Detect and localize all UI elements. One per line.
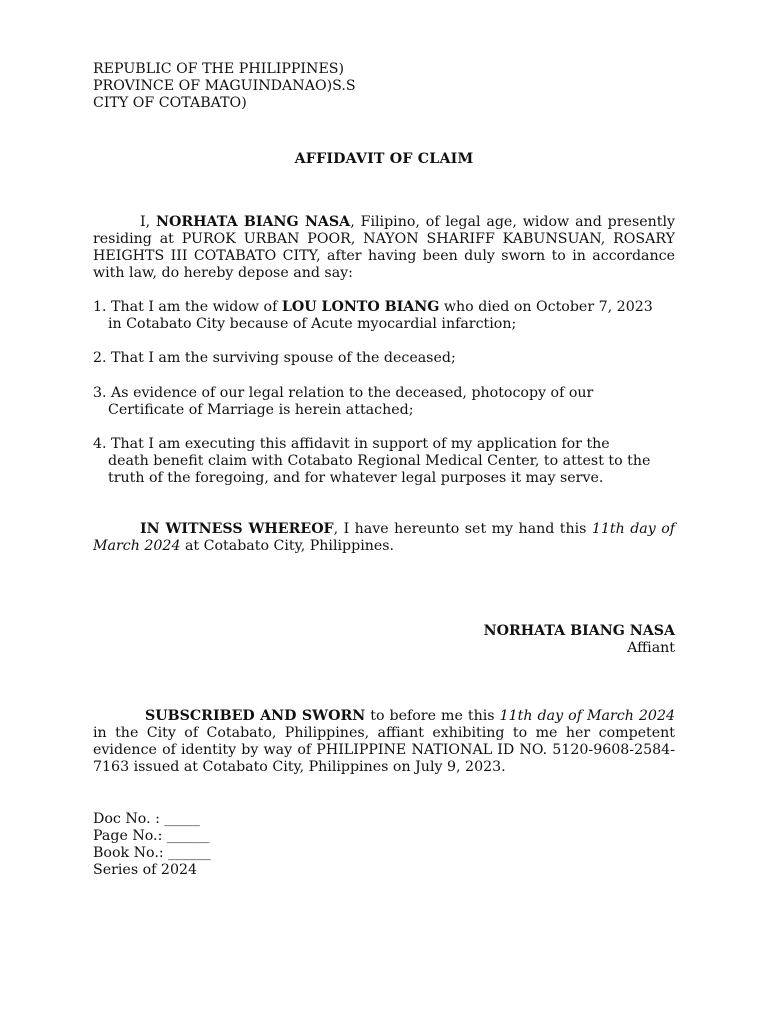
item-3-text: 3. As evidence of our legal relation to the deceased, photocopy of our: [93, 385, 594, 401]
signature-name: NORHATA BIANG NASA: [483, 623, 675, 639]
item-1: [93, 299, 675, 333]
venue-republic: REPUBLIC OF THE PHILIPPINES): [93, 61, 345, 77]
series: Series of 2024: [93, 862, 198, 878]
jurat-text: to before me this: [365, 708, 500, 724]
doc-no: Doc No. : _____: [93, 811, 200, 827]
venue-city: CITY OF COTABATO): [93, 95, 247, 111]
page-no: Page No.: ______: [93, 828, 210, 844]
venue-header: [93, 61, 356, 112]
item-4: [93, 436, 675, 487]
item-1-text-b: who died on October 7, 2023: [439, 299, 653, 315]
witness-tail: at Cotabato City, Philippines.: [180, 538, 395, 554]
intro-text: , Filipino, of legal age, widow and presently residing at PUROK URBAN POOR, NAYON SHARIFF KABUNSUAN, ROSARY HEIGHTS III COTABATO CITY, after having been duly sworn to in accordance with law, do hereby depose and say:: [93, 214, 676, 281]
deceased-name: LOU LONTO BIANG: [281, 299, 440, 315]
item-4-continuation-1: death benefit claim with Cotabato Regional Medical Center, to attest to the: [108, 453, 651, 469]
item-1-continuation: in Cotabato City because of Acute myocardial infarction;: [108, 316, 517, 332]
book-no: Book No.: ______: [93, 845, 211, 861]
affiant-name: NORHATA BIANG NASA: [156, 214, 351, 230]
witness-heading: IN WITNESS WHEREOF: [140, 521, 334, 537]
item-1-text-a: 1. That I am the widow of: [93, 299, 282, 315]
item-4-continuation-2: truth of the foregoing, and for whatever legal purposes it may serve.: [108, 470, 604, 486]
item-3: [93, 385, 675, 419]
jurat-paragraph: [93, 708, 675, 776]
item-2-text: 2. That I am the surviving spouse of the deceased;: [93, 350, 456, 366]
intro-prefix: I,: [140, 214, 157, 230]
jurat-rest: in the City of Cotabato, Philippines, affiant exhibiting to me her competent evidence of identity by way of PHILIPPINE NATIONAL ID NO. 5120-9608-2584-7163 issued at Cotabato City, Philippines on July 9, 2023.: [93, 725, 675, 775]
item-4-text: 4. That I am executing this affidavit in support of my application for the: [93, 436, 610, 452]
witness-text: , I have hereunto set my hand this: [333, 521, 592, 537]
jurat-heading: SUBSCRIBED AND SWORN: [145, 708, 366, 724]
jurat-date: 11th day of March 2024: [499, 708, 675, 724]
item-2: [93, 350, 675, 367]
venue-province: PROVINCE OF MAGUINDANAO)S.S: [93, 78, 356, 94]
signature-role: Affiant: [627, 640, 675, 656]
document-title: AFFIDAVIT OF CLAIM: [294, 151, 474, 167]
witness-date-1: 11th day: [591, 521, 656, 537]
witness-paragraph: [93, 521, 675, 555]
item-3-continuation: Certificate of Marriage is herein attached;: [108, 402, 414, 418]
witness-date-2: of March 2024: [93, 521, 675, 554]
intro-paragraph: [93, 214, 675, 282]
notarial-register: [93, 811, 211, 879]
signature-block: [484, 623, 675, 657]
